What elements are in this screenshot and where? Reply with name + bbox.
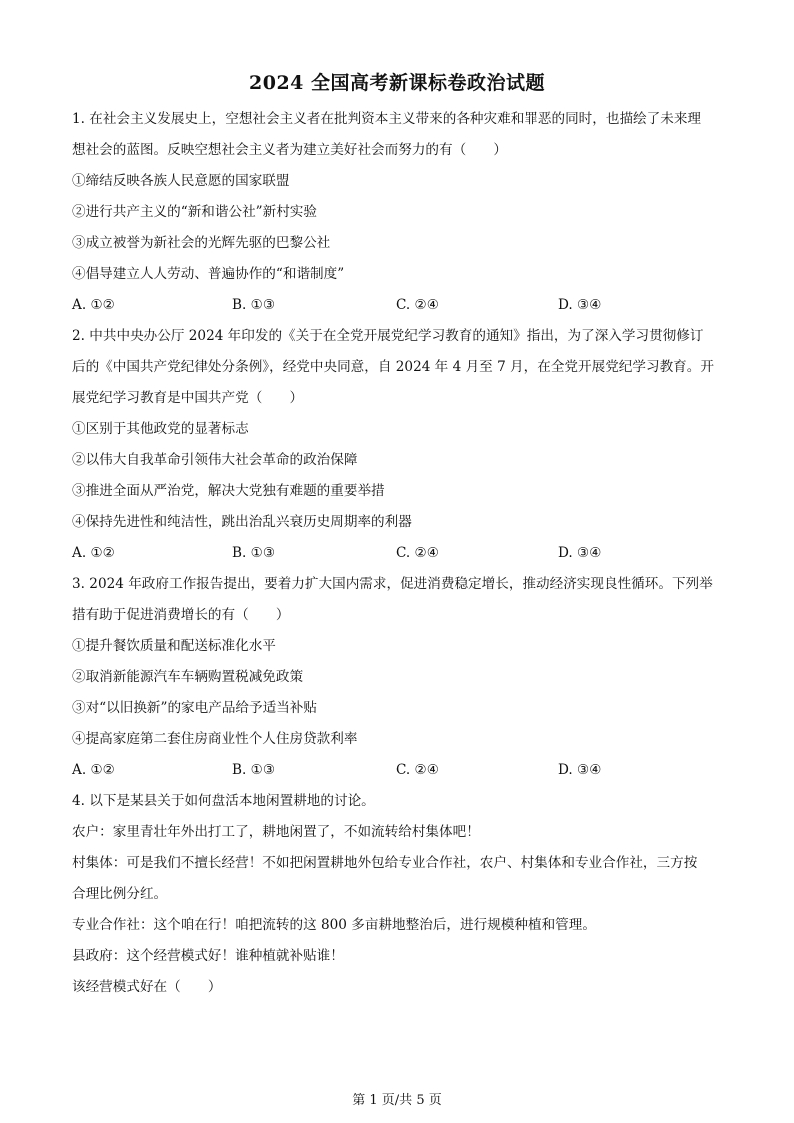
q2-item-2: ②以伟大自我革命引领伟大社会革命的政治保障 [72, 452, 358, 468]
q3-item-4: ④提高家庭第二套住房商业性个人住房贷款利率 [72, 731, 358, 747]
q4-village-line-1: 村集体：可是我们不擅长经营！不如把闲置耕地外包给专业合作社，农户、村集体和专业合作社，三方按 [72, 855, 698, 871]
q2-item-3: ③推进全面从严治党，解决大党独有难题的重要举措 [72, 483, 385, 499]
q1-stem-line-2: 想社会的蓝图。反映空想社会主义者为建立美好社会而努力的有（ ） [72, 142, 507, 158]
q3-stem-line-2: 措有助于促进消费增长的有（ ） [72, 607, 290, 623]
q2-item-4: ④保持先进性和纯洁性，跳出治乱兴衰历史周期率的利器 [72, 514, 412, 530]
q4-coop-line: 专业合作社：这个咱在行！咱把流转的这 800 多亩耕地整治后，进行规模种植和管理。 [72, 917, 596, 933]
q3-options [72, 757, 727, 788]
q1-options [72, 292, 727, 323]
q3-option-a: A. ①② [72, 762, 115, 778]
q4-question: 该经营模式好在（ ） [72, 979, 222, 995]
q2-item-1: ①区别于其他政党的显著标志 [72, 421, 249, 437]
page-title: 2024 全国高考新课标卷政治试题 [249, 72, 545, 94]
page-footer: 第 1 页/共 5 页 [352, 1093, 442, 1108]
q4-stem: 4. 以下是某县关于如何盘活本地闲置耕地的讨论。 [72, 793, 375, 809]
q1-option-a: A. ①② [72, 297, 115, 313]
q3-option-b: B. ①③ [232, 762, 276, 778]
q3-option-c: C. ②④ [396, 762, 439, 778]
q3-item-2: ②取消新能源汽车车辆购置税减免政策 [72, 669, 304, 685]
q2-options [72, 540, 727, 571]
q3-option-d: D. ③④ [558, 762, 602, 778]
q3-stem-line-1: 3. 2024 年政府工作报告提出，要着力扩大国内需求，促进消费稳定增长，推动经济实现良性循环。下列举 [72, 576, 713, 592]
q2-option-d: D. ③④ [558, 545, 602, 561]
q4-gov-line: 县政府：这个经营模式好！谁种植就补贴谁！ [72, 948, 344, 964]
q2-option-a: A. ①② [72, 545, 115, 561]
q1-option-c: C. ②④ [396, 297, 439, 313]
q2-stem-line-2: 后的《中国共产党纪律处分条例》，经党中央同意，自 2024 年 4 月至 7 月，在全党开展党纪学习教育。开 [72, 359, 714, 375]
q1-stem-line-1: 1. 在社会主义发展史上，空想社会主义者在批判资本主义带来的各种灾难和罪恶的同时，也描绘了未来理 [72, 111, 702, 127]
q4-farmer-line: 农户：家里青壮年外出打工了，耕地闲置了，不如流转给村集体吧！ [72, 824, 480, 840]
q3-item-1: ①提升餐饮质量和配送标准化水平 [72, 638, 276, 654]
q2-option-b: B. ①③ [232, 545, 276, 561]
q1-item-3: ③成立被誉为新社会的光辉先驱的巴黎公社 [72, 235, 331, 251]
q4-village-line-2: 合理比例分红。 [72, 886, 168, 902]
q1-option-b: B. ①③ [232, 297, 276, 313]
q2-option-c: C. ②④ [396, 545, 439, 561]
q1-item-4: ④倡导建立人人劳动、普遍协作的“和谐制度” [72, 266, 345, 282]
q1-item-1: ①缔结反映各族人民意愿的国家联盟 [72, 173, 290, 189]
q2-stem-line-3: 展党纪学习教育是中国共产党（ ） [72, 390, 304, 406]
q3-item-3: ③对“以旧换新”的家电产品给予适当补贴 [72, 700, 317, 716]
q1-option-d: D. ③④ [558, 297, 602, 313]
q1-item-2: ②进行共产主义的“新和谐公社”新村实验 [72, 204, 317, 220]
q2-stem-line-1: 2. 中共中央办公厅 2024 年印发的《关于在全党开展党纪学习教育的通知》指出，为了深入学习贯彻修订 [72, 328, 704, 344]
exam-content [72, 106, 727, 1005]
